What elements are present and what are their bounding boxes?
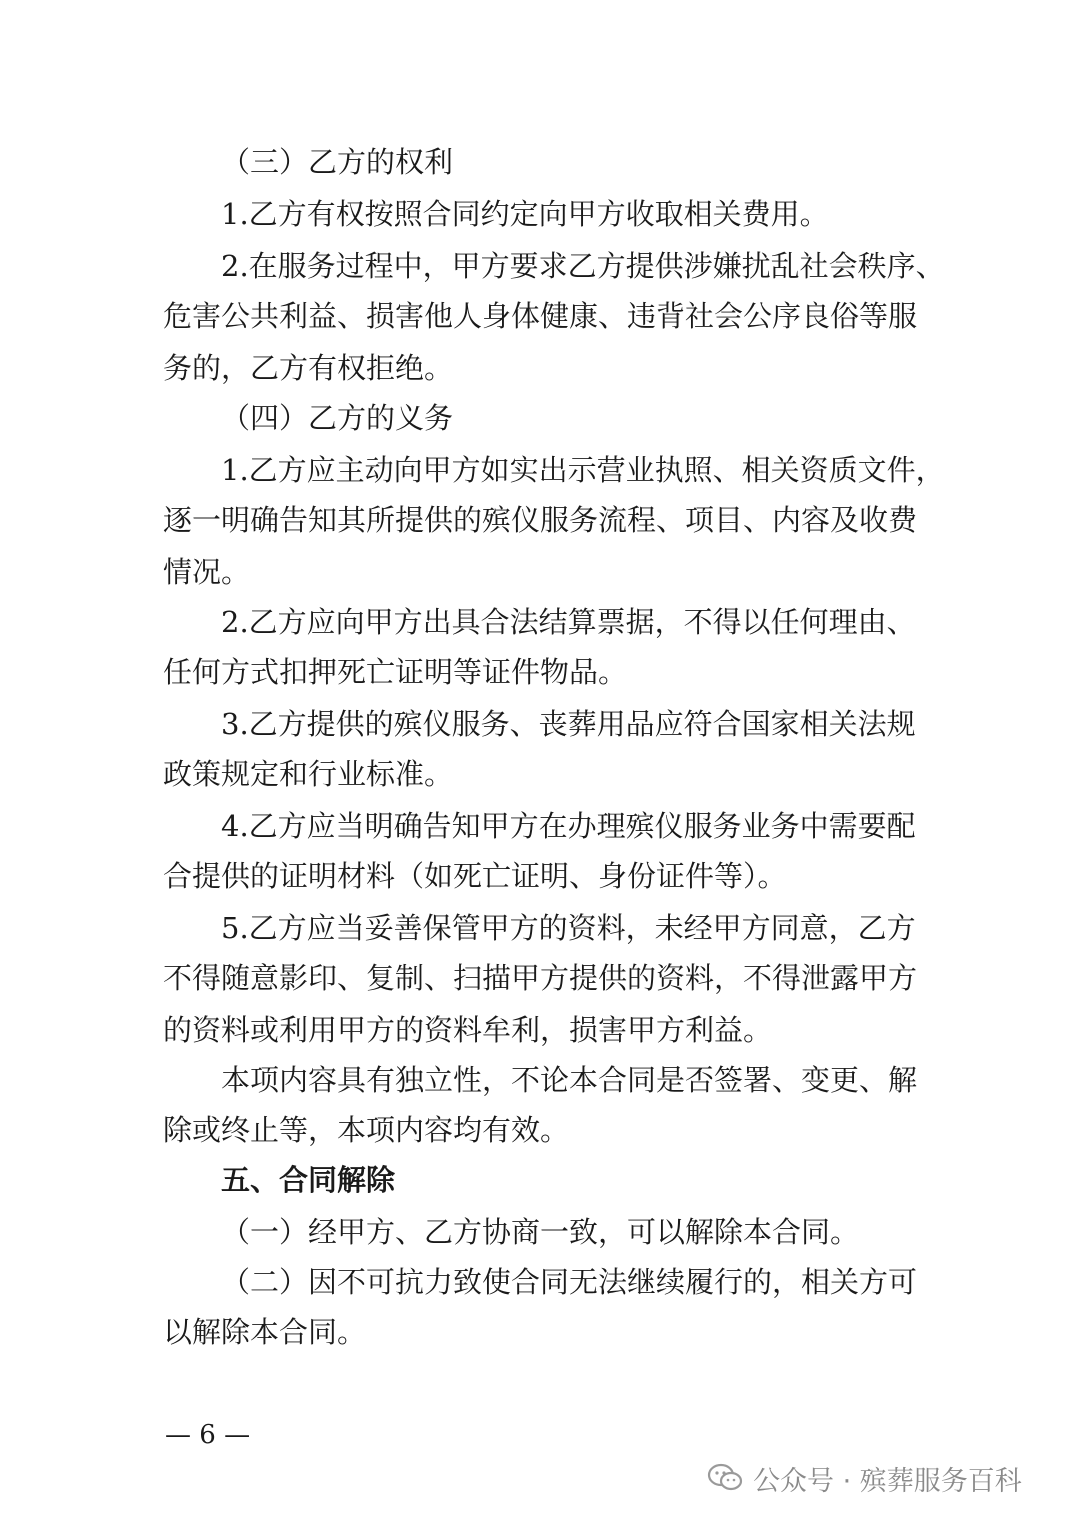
paragraph-line: 1.乙方有权按照合同约定向甲方收取相关费用。 [221,197,829,231]
paragraph-line: （一）经甲方、乙方协商一致，可以解除本合同。 [221,1215,860,1249]
section-heading: 五、合同解除 [221,1163,396,1197]
paragraph-line: 不得随意影印、复制、扫描甲方提供的资料，不得泄露甲方 [163,961,918,995]
watermark [707,1456,1022,1500]
document-page [163,0,945,1527]
paragraph-line: （二）因不可抗力致使合同无法继续履行的，相关方可 [221,1265,918,1299]
paragraph-line: 2.乙方应向甲方出具合法结算票据，不得以任何理由、 [221,605,916,639]
paragraph-line: 除或终止等，本项内容均有效。 [163,1113,570,1147]
paragraph-line: 5.乙方应当妥善保管甲方的资料，未经甲方同意，乙方 [221,911,916,945]
paragraph-line: 政策规定和行业标准。 [163,757,454,791]
watermark-text: 公众号 · 殡葬服务百科 [753,1465,1022,1497]
paragraph-line: 逐一明确告知其所提供的殡仪服务流程、项目、内容及收费 [163,503,918,537]
paragraph-line: 任何方式扣押死亡证明等证件物品。 [163,655,628,689]
subsection-heading: （四）乙方的义务 [221,401,454,435]
paragraph-line: 务的，乙方有权拒绝。 [163,351,454,385]
subsection-heading: （三）乙方的权利 [221,145,454,179]
wechat-icon [707,1462,743,1494]
paragraph-line: 2.在服务过程中，甲方要求乙方提供涉嫌扰乱社会秩序、 [221,249,945,283]
page-number: — 6 — [165,1420,251,1450]
paragraph-line: 以解除本合同。 [163,1315,367,1349]
paragraph-line: 合提供的证明材料（如死亡证明、身份证件等）。 [163,859,787,893]
paragraph-line: 4.乙方应当明确告知甲方在办理殡仪服务业务中需要配 [221,809,916,843]
paragraph-line: 的资料或利用甲方的资料牟利，损害甲方利益。 [163,1013,773,1047]
paragraph-line: 3.乙方提供的殡仪服务、丧葬用品应符合国家相关法规 [221,707,916,741]
paragraph-line: 危害公共利益、损害他人身体健康、违背社会公序良俗等服 [163,299,918,333]
paragraph-line: 1.乙方应主动向甲方如实出示营业执照、相关资质文件， [221,453,945,487]
paragraph-line: 本项内容具有独立性，不论本合同是否签署、变更、解 [221,1063,918,1097]
paragraph-line: 情况。 [163,555,251,589]
